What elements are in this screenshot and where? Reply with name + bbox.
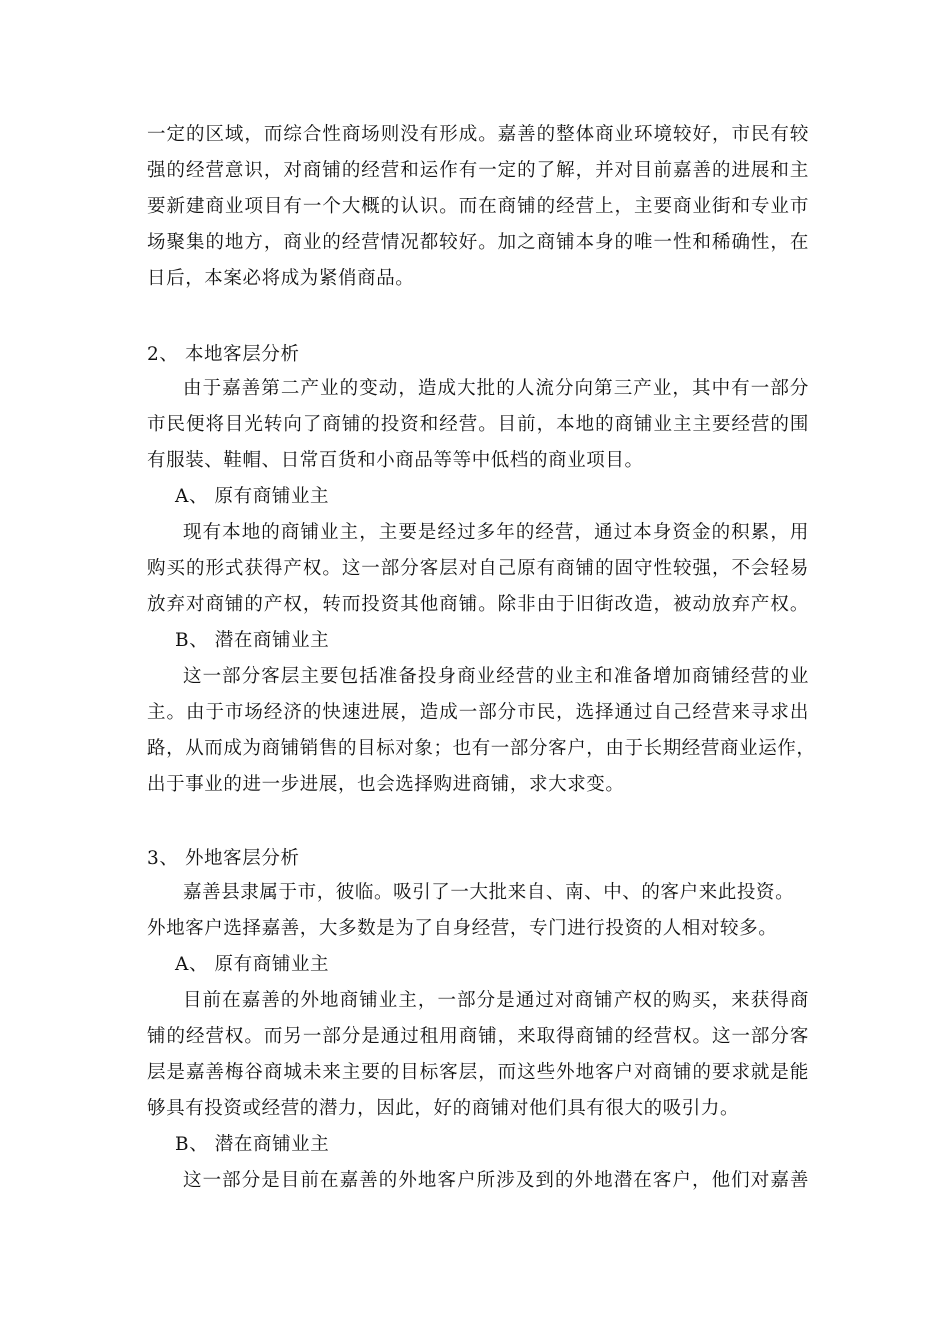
- subsection-heading: B、 潜在商铺业主: [175, 1134, 330, 1155]
- paragraph-line: 出于事业的进一步进展，也会选择购进商铺，求大求变。: [147, 774, 625, 795]
- paragraph-line: 日后，本案必将成为紧俏商品。: [147, 268, 415, 289]
- paragraph-line: 目前在嘉善的外地商铺业主，一部分是通过对商铺产权的购买，来获得商: [183, 990, 809, 1011]
- paragraph-line: 场聚集的地方，商业的经营情况都较好。加之商铺本身的唯一性和稀确性，在: [147, 232, 809, 253]
- paragraph-line: 层是嘉善梅谷商城未来主要的目标客层，而这些外地客户对商铺的要求就是能: [147, 1062, 809, 1083]
- paragraph-line: 嘉善县隶属于市，彼临。吸引了一大批来自、南、中、的客户来此投资。: [183, 882, 795, 903]
- section-heading: 2、 本地客层分析: [147, 344, 300, 365]
- paragraph-line: 市民便将目光转向了商铺的投资和经营。目前，本地的商铺业主主要经营的围: [147, 414, 809, 435]
- section-heading: 3、 外地客层分析: [147, 848, 300, 869]
- paragraph-line: 现有本地的商铺业主，主要是经过多年的经营，通过本身资金的积累，用: [183, 522, 809, 543]
- paragraph-line: 主。由于市场经济的快速进展，造成一部分市民，选择通过自己经营来寻求出: [147, 702, 809, 723]
- subsection-heading: A、 原有商铺业主: [175, 486, 330, 507]
- paragraph-line: 放弃对商铺的产权，转而投资其他商铺。除非由于旧街改造，被动放弃产权。: [147, 594, 809, 615]
- paragraph-line: 这一部分客层主要包括准备投身商业经营的业主和准备增加商铺经营的业: [183, 666, 809, 687]
- paragraph-line: 购买的形式获得产权。这一部分客层对自己原有商铺的固守性较强，不会轻易: [147, 558, 809, 579]
- paragraph-line: 强的经营意识，对商铺的经营和运作有一定的了解，并对目前嘉善的进展和主: [147, 160, 809, 181]
- paragraph-line: 一定的区域，而综合性商场则没有形成。嘉善的整体商业环境较好，市民有较: [147, 124, 809, 145]
- paragraph-line: 路，从而成为商铺销售的目标对象；也有一部分客户，由于长期经营商业运作，: [147, 738, 816, 759]
- subsection-heading: A、 原有商铺业主: [175, 954, 330, 975]
- paragraph-line: 这一部分是目前在嘉善的外地客户所涉及到的外地潜在客户，他们对嘉善: [183, 1170, 809, 1191]
- paragraph-line: 铺的经营权。而另一部分是通过租用商铺，来取得商铺的经营权。这一部分客: [147, 1026, 809, 1047]
- paragraph-line: 够具有投资或经营的潜力，因此，好的商铺对他们具有很大的吸引力。: [147, 1098, 740, 1119]
- paragraph-line: 有服装、鞋帽、日常百货和小商品等等中低档的商业项目。: [147, 450, 644, 471]
- paragraph-line: 外地客户选择嘉善，大多数是为了自身经营，专门进行投资的人相对较多。: [147, 918, 778, 939]
- paragraph-line: 由于嘉善第二产业的变动，造成大批的人流分向第三产业，其中有一部分: [183, 378, 809, 399]
- subsection-heading: B、 潜在商铺业主: [175, 630, 330, 651]
- paragraph-line: 要新建商业项目有一个大概的认识。而在商铺的经营上，主要商业街和专业市: [147, 196, 809, 217]
